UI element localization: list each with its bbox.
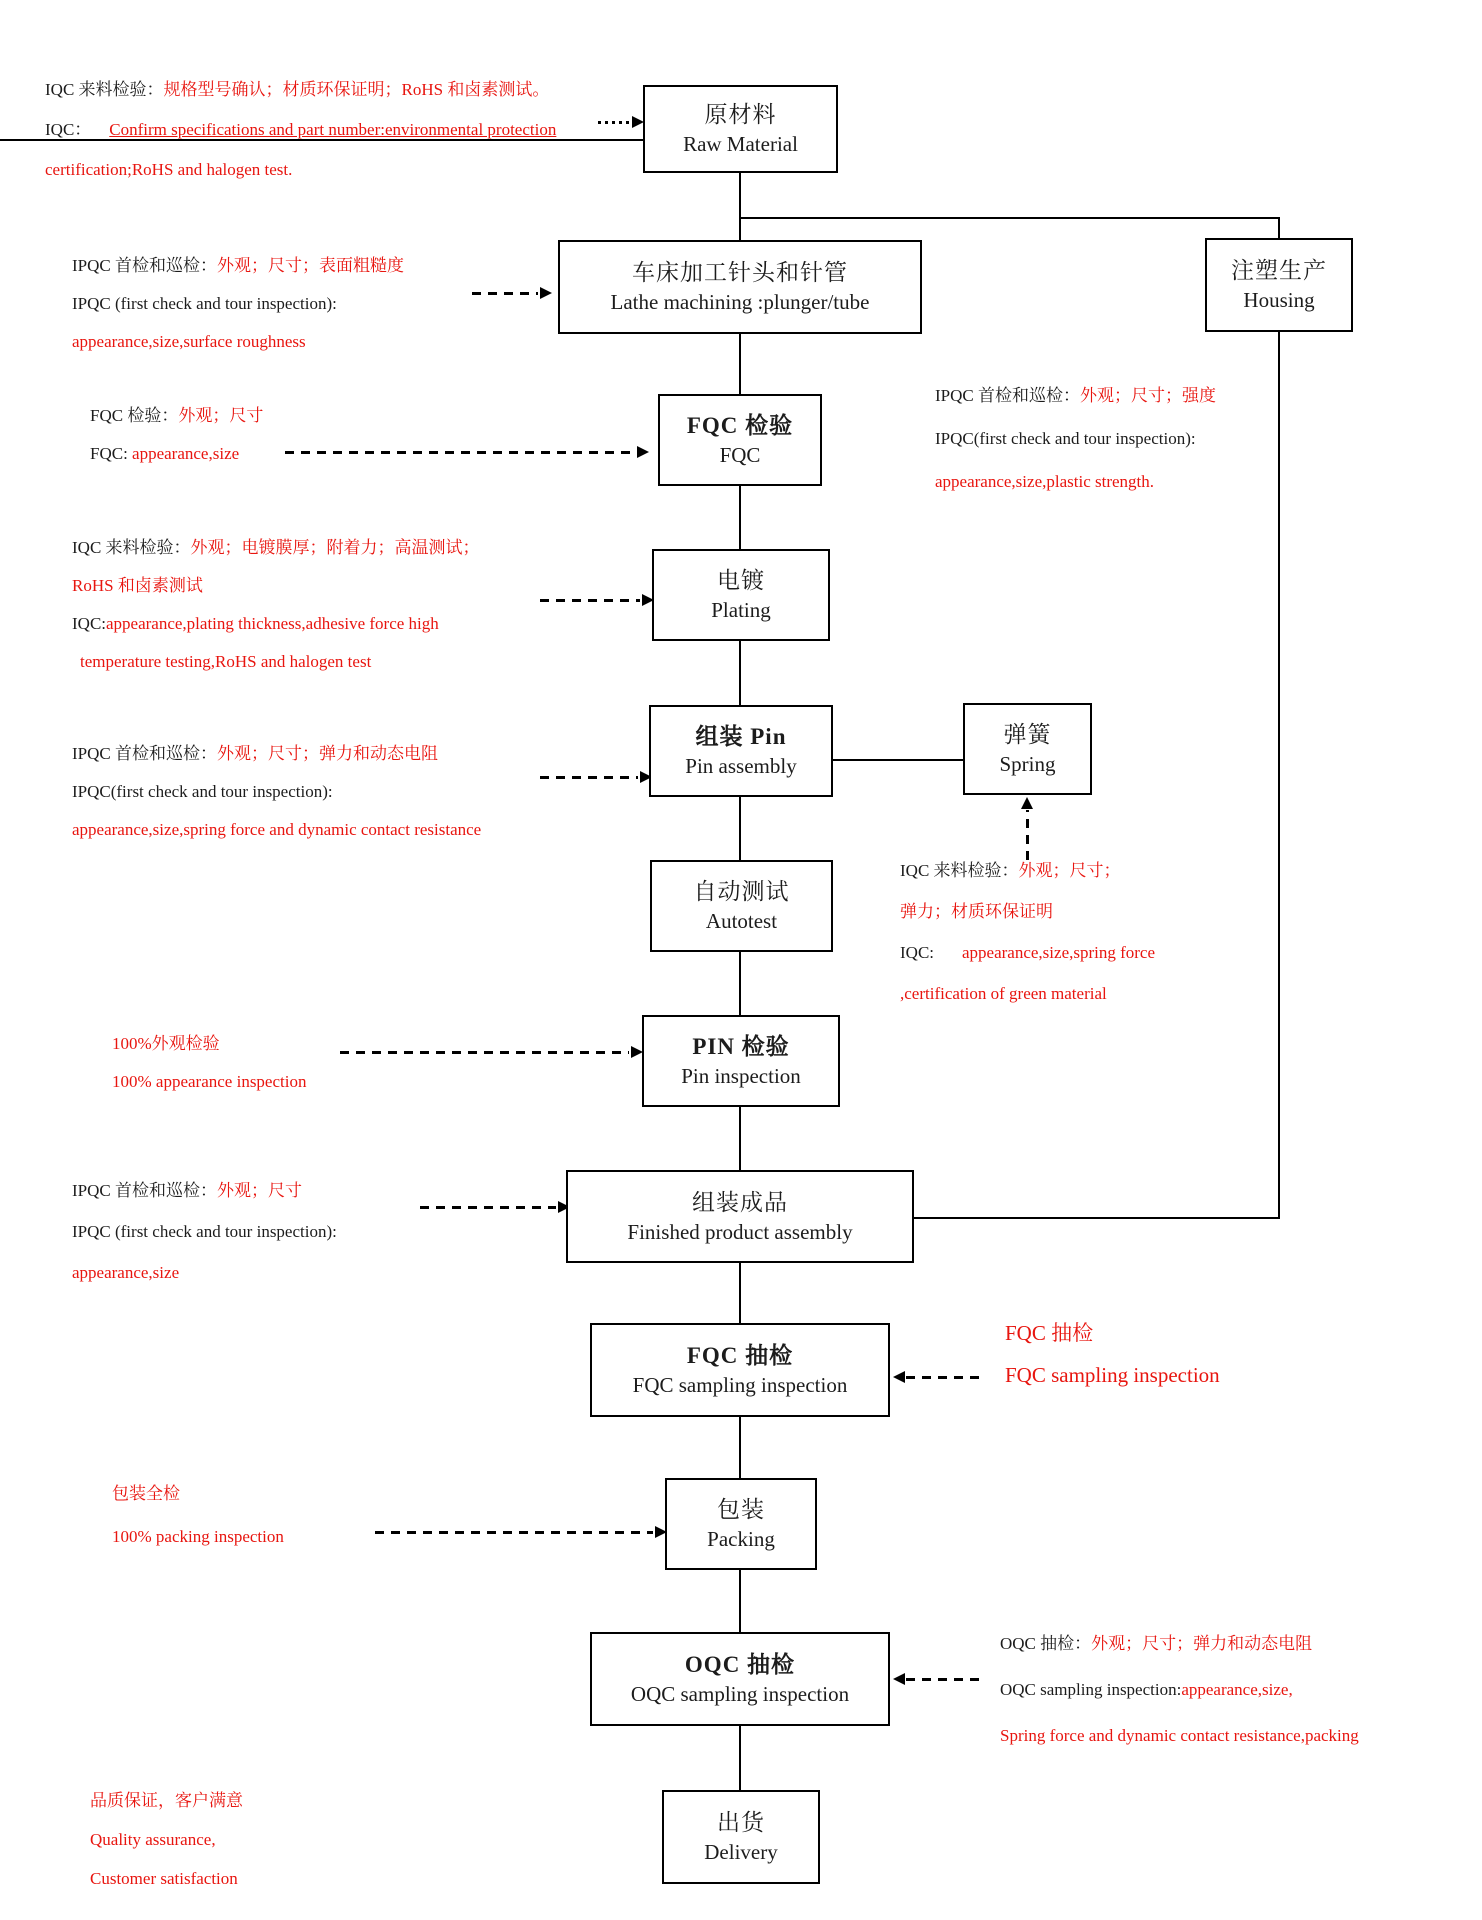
note-detail: temperature testing,RoHS and halogen test [80, 652, 372, 671]
note-label: FQC: [90, 444, 128, 463]
note-detail: RoHS 和卤素测试 [72, 576, 203, 595]
note-detail: 100% packing inspection [112, 1527, 284, 1546]
note-detail: 外观；尺寸 [178, 406, 264, 425]
note-detail: appearance,size,spring force [962, 943, 1156, 962]
note-detail: Confirm specifications and part number:environmental protection [109, 120, 557, 139]
note-label: IPQC (first check and tour inspection): [72, 294, 337, 313]
note-label: IQC 来料检验： [900, 861, 1019, 880]
box-label-en: Lathe machining :plunger/tube [610, 290, 870, 314]
note-detail: appearance,size,plastic strength. [935, 472, 1155, 491]
note-detail: Customer satisfaction [90, 1869, 238, 1888]
flow-box-lathe-machining [558, 240, 922, 334]
dashed-arrow-lathe [472, 292, 538, 295]
connector-pininspection-finished [739, 1107, 741, 1170]
note-label: IPQC 首检和巡检： [72, 1181, 217, 1200]
box-label-zh: 车床加工针头和针管 [632, 260, 848, 285]
note-detail: appearance,size [132, 444, 240, 463]
note-label: IQC 来料检验： [45, 80, 164, 99]
flow-box-pin-inspection [642, 1015, 840, 1107]
note-detail: appearance,size,surface roughness [72, 332, 306, 351]
flow-box-delivery [662, 1790, 820, 1884]
note-label: IQC： [45, 120, 92, 139]
flow-box-spring [963, 703, 1092, 795]
box-label-zh: PIN 检验 [692, 1034, 790, 1059]
note-detail: 100% appearance inspection [112, 1072, 307, 1091]
connector-packing-oqc [739, 1570, 741, 1632]
box-label-en: FQC sampling inspection [632, 1373, 848, 1397]
box-label-en: Finished product assembly [627, 1219, 853, 1244]
note-label: IPQC(first check and tour inspection): [935, 429, 1196, 448]
dashed-arrow-pininspection [340, 1051, 629, 1054]
box-label-zh: 注塑生产 [1231, 258, 1327, 283]
note-detail: Spring force and dynamic contact resistance,packing [1000, 1726, 1359, 1745]
flow-box-autotest [650, 860, 833, 952]
note-detail: 外观；尺寸；表面粗糙度 [216, 256, 404, 275]
box-label-en: Pin inspection [681, 1064, 801, 1088]
box-label-en: Packing [707, 1527, 775, 1551]
note-detail: appearance,size [72, 1263, 180, 1282]
note-detail: certification;RoHS and halogen test. [45, 160, 293, 179]
box-label-zh: FQC 检验 [686, 413, 794, 438]
note-detail: 100%外观检验 [112, 1034, 220, 1053]
dashed-arrow-fqcsampling [906, 1376, 986, 1379]
flow-box-oqc-sampling [590, 1632, 890, 1726]
box-label-en: Plating [711, 598, 771, 622]
note-detail: appearance,size,spring force and dynamic contact resistance [72, 820, 482, 839]
box-label-en: Autotest [705, 909, 778, 933]
note-detail: 外观；尺寸；弹力和动态电阻 [216, 744, 438, 763]
note-detail: ,certification of green material [900, 984, 1107, 1003]
note-quality-assurance [90, 1789, 243, 1906]
note-detail: 外观；尺寸；强度 [1079, 386, 1216, 405]
connector-branch-housing-v [1278, 217, 1280, 238]
dashed-arrow-fqc [285, 451, 635, 454]
note-ipqc-lathe [72, 254, 404, 368]
arrowhead-lathe [540, 287, 552, 299]
note-detail: 外观；尺寸； [1018, 861, 1121, 880]
flow-box-raw-material [643, 85, 838, 173]
arrowhead-spring [1021, 797, 1033, 809]
note-label: IPQC 首检和巡检： [935, 386, 1080, 405]
connector-lathe-fqc [739, 334, 741, 394]
box-label-zh: 弹簧 [1003, 722, 1052, 747]
note-label: OQC sampling inspection: [1000, 1680, 1182, 1699]
flow-box-fqc [658, 394, 822, 486]
box-label-en: FQC [719, 443, 761, 467]
box-label-zh: 组装 Pin [695, 724, 787, 749]
note-detail: 规格型号确认；材质环保证明；RoHS 和卤素测试。 [163, 80, 550, 99]
note-detail: 包装全检 [112, 1484, 180, 1503]
note-label: IQC: [72, 614, 106, 633]
connector-pinassembly-spring [833, 759, 963, 761]
note-label: IPQC 首检和巡检： [72, 744, 217, 763]
note-fqc-check [90, 404, 263, 480]
connector-housing-finished [914, 1217, 1280, 1219]
box-label-zh: 出货 [717, 1810, 765, 1835]
dashed-arrow-spring [1026, 810, 1029, 860]
note-ipqc-housing [935, 384, 1216, 513]
flow-box-pin-assembly [649, 705, 833, 797]
dashed-arrow-oqc [906, 1678, 986, 1681]
note-fqc-sampling [1005, 1320, 1220, 1404]
note-label: IQC: [900, 943, 934, 962]
arrowhead-oqc [893, 1673, 905, 1685]
box-label-en: Housing [1243, 288, 1315, 312]
connector-fqcsampling-packing [739, 1417, 741, 1478]
note-detail: Quality assurance, [90, 1830, 216, 1849]
flow-box-finished-assembly [566, 1170, 914, 1263]
connector-branch-housing-h [739, 217, 1280, 219]
box-label-zh: 自动测试 [693, 879, 790, 904]
dashed-arrow-finished [420, 1206, 556, 1209]
flow-box-packing [665, 1478, 817, 1570]
note-iqc-raw-material [45, 78, 556, 198]
note-detail: FQC sampling inspection [1005, 1363, 1220, 1387]
flow-box-fqc-sampling [590, 1323, 890, 1417]
note-detail: 外观；尺寸；弹力和动态电阻 [1091, 1634, 1313, 1653]
box-label-en: Delivery [704, 1840, 778, 1864]
box-label-en: OQC sampling inspection [630, 1682, 850, 1706]
note-detail: appearance,plating thickness,adhesive force high [106, 614, 439, 633]
note-iqc-spring [900, 859, 1155, 1023]
note-detail: appearance,size, [1181, 1680, 1293, 1699]
dashed-arrow-raw [598, 121, 632, 124]
connector-pinassembly-autotest [739, 797, 741, 860]
box-label-zh: 电镀 [717, 568, 765, 593]
connector-oqc-delivery [739, 1726, 741, 1790]
note-detail: FQC 抽检 [1005, 1321, 1094, 1345]
note-oqc-sampling [1000, 1632, 1359, 1770]
note-100-packing [112, 1482, 284, 1568]
connector-housing-down [1278, 332, 1280, 1218]
box-label-zh: OQC 抽检 [684, 1652, 796, 1677]
note-label: IQC 来料检验： [72, 538, 191, 557]
note-label: FQC 检验： [90, 406, 179, 425]
box-label-en: Raw Material [683, 132, 798, 156]
arrowhead-fqc [637, 446, 649, 458]
note-iqc-plating [72, 536, 480, 688]
note-detail: 外观；尺寸 [216, 1181, 302, 1200]
note-detail: 品质保证，客户满意 [90, 1791, 243, 1810]
box-label-zh: FQC 抽检 [686, 1343, 794, 1368]
note-100-appearance [112, 1032, 306, 1108]
dashed-arrow-packing [375, 1531, 653, 1534]
dashed-arrow-pinassembly [540, 776, 638, 779]
note-label: IPQC (first check and tour inspection): [72, 1222, 337, 1241]
box-label-zh: 原材料 [704, 102, 777, 127]
flow-box-housing [1205, 238, 1353, 332]
dashed-arrow-plating [540, 599, 640, 602]
flow-box-plating [652, 549, 830, 641]
note-ipqc-finished [72, 1179, 337, 1302]
connector-raw-lathe [739, 173, 741, 240]
note-label: IPQC(first check and tour inspection): [72, 782, 333, 801]
note-detail: 弹力；材质环保证明 [900, 902, 1053, 921]
note-label: OQC 抽检： [1000, 1634, 1092, 1653]
connector-fqc-plating [739, 486, 741, 549]
note-detail: 外观；电镀膜厚；附着力；高温测试； [190, 538, 480, 557]
connector-finished-fqcsampling [739, 1263, 741, 1323]
box-label-en: Pin assembly [685, 754, 797, 778]
connector-autotest-pininspection [739, 952, 741, 1015]
arrowhead-fqcsampling [893, 1371, 905, 1383]
note-ipqc-pin-assembly [72, 742, 481, 856]
box-label-zh: 组装成品 [692, 1189, 788, 1215]
connector-plating-pinassembly [739, 641, 741, 705]
box-label-en: Spring [999, 752, 1056, 776]
note-label: IPQC 首检和巡检： [72, 256, 217, 275]
box-label-zh: 包装 [717, 1497, 765, 1522]
